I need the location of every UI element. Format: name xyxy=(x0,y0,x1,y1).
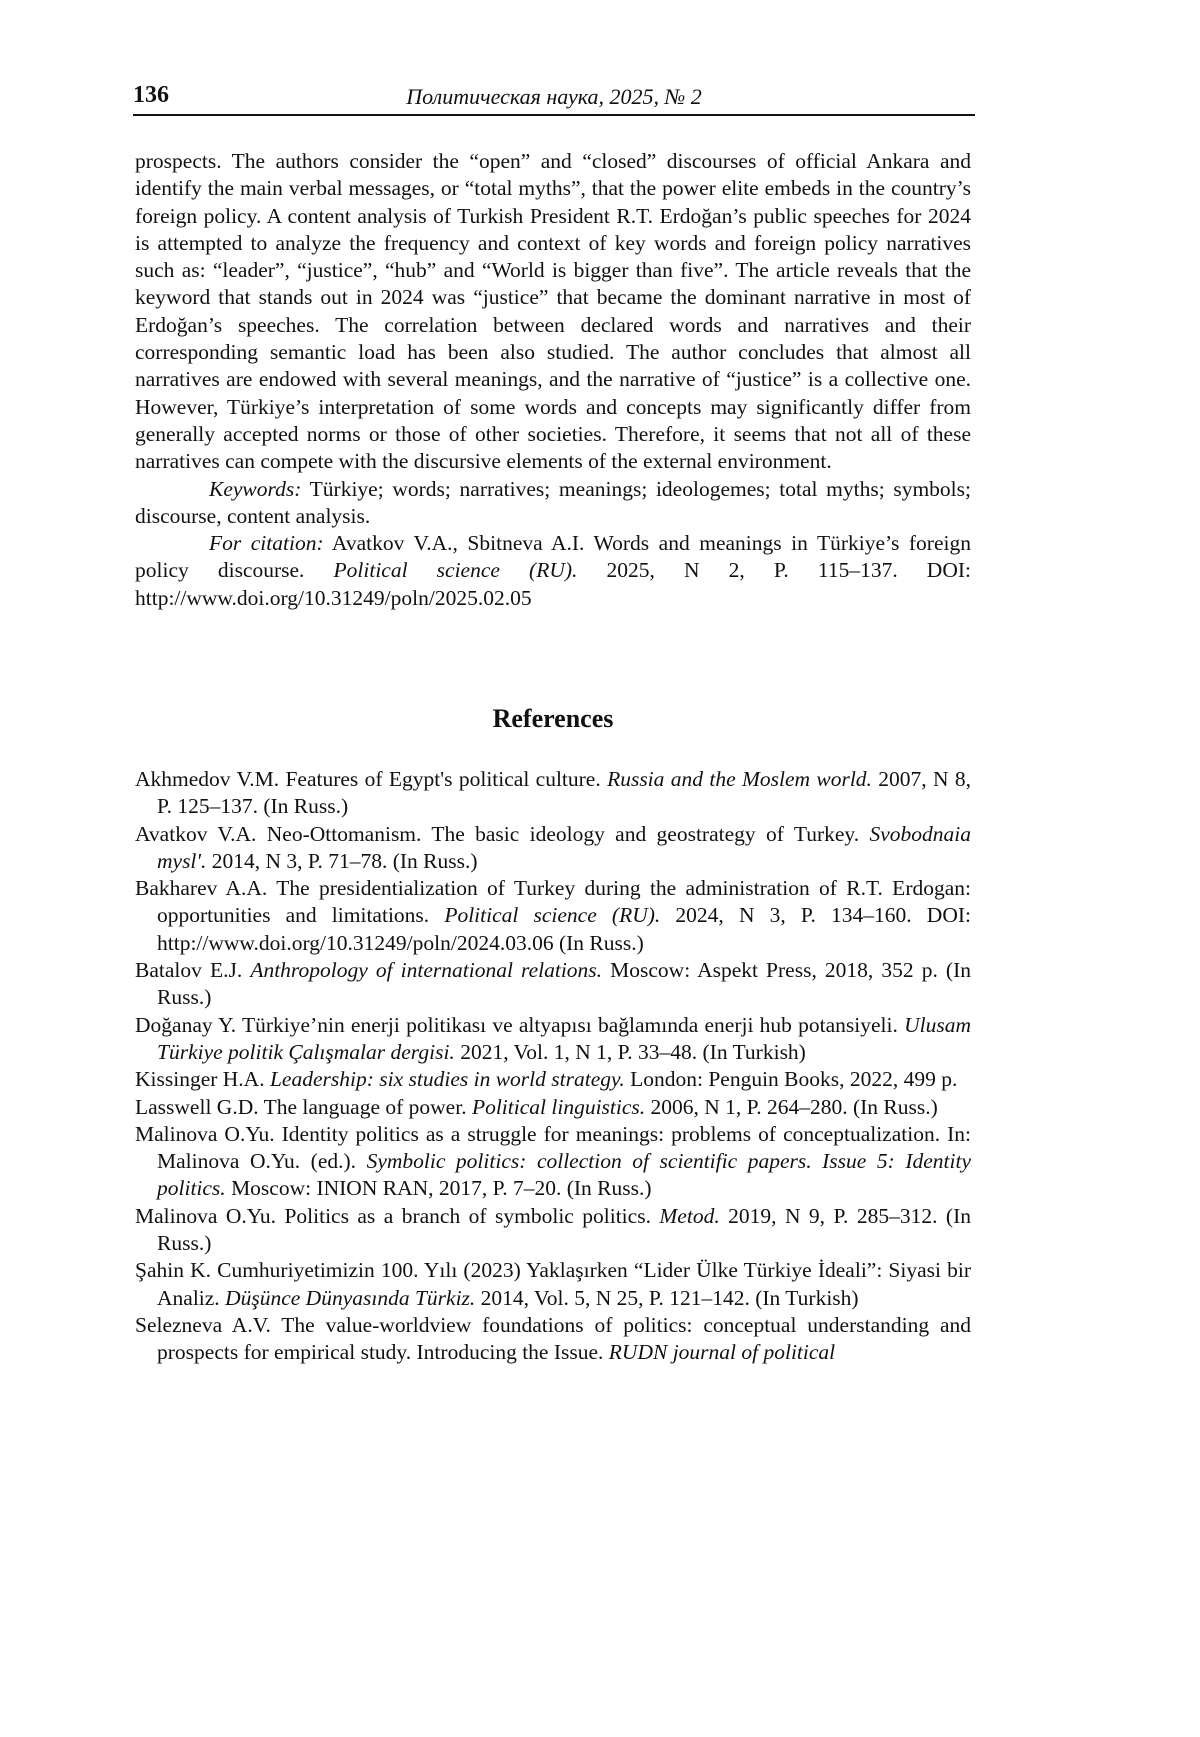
reference-source: Leadership: six studies in world strategy. xyxy=(269,1067,625,1092)
citation xyxy=(135,530,971,612)
reference-item xyxy=(135,766,971,821)
reference-item xyxy=(135,957,971,1012)
keywords-label: Keywords: xyxy=(209,476,302,501)
reference-item xyxy=(135,1094,971,1121)
reference-text: Bakharev A.A. The presidentialization of Turkey during the administration of R.T. Erdogan: opportunities and limitations. xyxy=(135,876,971,928)
reference-item xyxy=(135,1203,971,1258)
citation-journal: Political science (RU). xyxy=(333,558,578,583)
reference-text: 2019, N 9, P. 285–312. (In Russ.) xyxy=(157,1203,971,1256)
reference-source: Political science (RU). xyxy=(444,903,661,928)
running-header xyxy=(133,82,975,116)
abstract-section xyxy=(135,148,971,612)
reference-source: Political linguistics. xyxy=(471,1094,646,1119)
reference-text: Lasswell G.D. The language of power. xyxy=(135,1094,472,1119)
reference-text: Malinova O.Yu. Identity politics as a struggle for meanings: problems of conceptualization. In: Malinova O.Yu. (ed.). xyxy=(135,1121,971,1174)
reference-source: Düşünce Dünyasında Türkiz. xyxy=(225,1285,476,1310)
abstract-text: prospects. The authors consider the “open” and “closed” discourses of official Ankara and identify the main verbal messages, or “total myths”, that the power elite embeds in the country’s foreign policy. A content analysis of Turkish President R.T. Erdoğan’s public speeches for 2024 is attempted to analyze the frequency and context of key words and foreign policy narratives such as: “leader”, “justice”, “hub” and “World is bigger than five”. The article reveals that the keyword that stands out in 2024 was “justice” that became the dominant narrative in most of Erdoğan’s speeches. The correlation between declared words and narratives and their corresponding semantic load has been also studied. The author concludes that almost all narratives are endowed with several meanings, and the narrative of “justice” is a collective one. However, Türkiye’s interpretation of some words and concepts may significantly differ from generally accepted norms or those of other societies. Therefore, it seems that not all of these narratives can compete with the discursive elements of the external environment. xyxy=(135,149,971,474)
reference-source: Anthropology of international relations. xyxy=(250,958,603,983)
page-number: 136 xyxy=(133,82,169,108)
citation-details: 2025, N 2, P. 115–137. DOI: http://www.doi.org/10.31249/poln/2025.02.05 xyxy=(135,558,971,610)
reference-item xyxy=(135,1121,971,1203)
reference-text: Kissinger H.A. xyxy=(135,1067,270,1092)
reference-item xyxy=(135,1066,971,1093)
citation-label: For citation: xyxy=(209,531,324,556)
reference-text: London: Penguin Books, 2022, 499 p. xyxy=(624,1067,958,1092)
reference-text: Malinova O.Yu. Politics as a branch of symbolic politics. xyxy=(135,1203,660,1228)
keywords-text: Türkiye; words; narratives; meanings; ideologemes; total myths; symbols; discourse, content analysis. xyxy=(135,476,971,528)
reference-item xyxy=(135,875,971,957)
reference-source: Metod. xyxy=(659,1203,720,1228)
reference-text: 2007, N 8, P. 125–137. (In Russ.) xyxy=(157,767,972,819)
reference-text: Doğanay Y. Türkiye’nin enerji politikası ve altyapısı bağlamında enerji hub potansiyeli. xyxy=(135,1012,905,1037)
reference-text: Moscow: INION RAN, 2017, P. 7–20. (In Russ.) xyxy=(225,1176,652,1201)
keywords xyxy=(135,476,971,531)
reference-item xyxy=(135,1012,971,1067)
reference-text: Şahin K. Cumhuriyetimizin 100. Yılı (2023) Yaklaşırken “Lider Ülke Türkiye İdeali”: Siyasi bir Analiz. xyxy=(135,1258,971,1310)
reference-source: RUDN journal of political xyxy=(608,1340,836,1365)
reference-source: Ulusam Türkiye politik Çalışmalar dergisi. xyxy=(157,1012,971,1064)
reference-text: Moscow: Aspekt Press, 2018, 352 p. (In Russ.) xyxy=(157,958,972,1010)
reference-text: 2006, N 1, P. 264–280. (In Russ.) xyxy=(645,1094,938,1119)
reference-item xyxy=(135,1312,971,1367)
references-list xyxy=(135,766,971,1367)
reference-text: 2014, N 3, P. 71–78. (In Russ.) xyxy=(206,848,478,873)
reference-item xyxy=(135,1257,971,1312)
reference-text: 2014, Vol. 5, N 25, P. 121–142. (In Turkish) xyxy=(475,1285,859,1310)
reference-text: 2024, N 3, P. 134–160. DOI: http://www.doi.org/10.31249/poln/2024.03.06 (In Russ.) xyxy=(157,903,971,955)
reference-source: Russia and the Moslem world. xyxy=(607,767,872,791)
reference-text: Selezneva A.V. The value-worldview foundations of politics: conceptual understanding and prospects for empirical study. Introducing the Issue. xyxy=(135,1312,971,1365)
reference-source: Svobodnaia mysl'. xyxy=(157,821,971,873)
journal-title: Политическая наука, 2025, № 2 xyxy=(406,84,702,109)
reference-text: 2021, Vol. 1, N 1, P. 33–48. (In Turkish) xyxy=(454,1039,806,1064)
reference-text: Akhmedov V.M. Features of Egypt's political culture. xyxy=(135,767,608,791)
reference-text: Batalov E.J. xyxy=(135,958,251,983)
reference-item xyxy=(135,821,971,876)
reference-source: Symbolic politics: collection of scientific papers. Issue 5: Identity politics. xyxy=(157,1149,971,1201)
citation-text: Avatkov V.A., Sbitneva A.I. Words and meanings in Türkiye’s foreign policy discourse. xyxy=(135,531,971,583)
references-heading: References xyxy=(492,704,614,733)
reference-text: Avatkov V.A. Neo-Ottomanism. The basic ideology and geostrategy of Turkey. xyxy=(135,821,870,846)
